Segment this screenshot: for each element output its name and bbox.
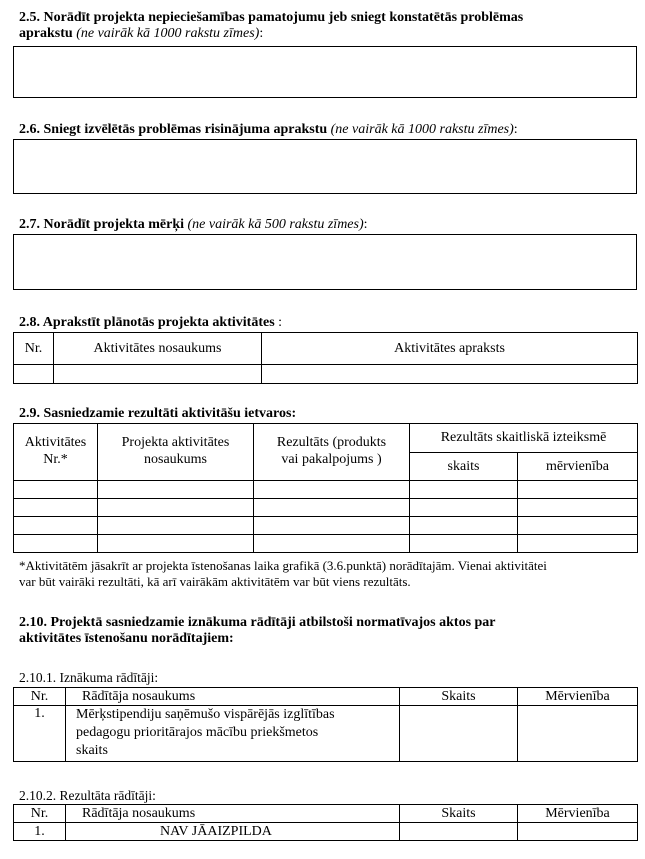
table-row xyxy=(14,365,638,384)
section-2-5-heading xyxy=(19,10,631,42)
section-2-7-hint: (ne vairāk kā 500 rakstu zīmes) xyxy=(187,217,364,232)
section-2-8-heading xyxy=(19,315,631,331)
results-table xyxy=(13,423,638,553)
results-col-name xyxy=(98,424,254,481)
result-col-count: Skaits xyxy=(400,805,518,823)
output-row-name-line2: pedagogu prioritārajos mācību priekšmetos xyxy=(76,725,319,740)
results-cell[interactable] xyxy=(410,481,518,499)
results-cell[interactable] xyxy=(254,481,410,499)
results-col-name-line2: nosaukums xyxy=(144,452,207,467)
section-2-7-colon: : xyxy=(363,217,368,232)
results-col-name-line1: Projekta aktivitātes xyxy=(121,435,230,450)
results-cell[interactable] xyxy=(254,499,410,517)
results-cell[interactable] xyxy=(98,481,254,499)
output-col-nr: Nr. xyxy=(14,688,66,706)
activities-col-name: Aktivitātes nosaukums xyxy=(54,333,262,365)
output-row-name-line1: Mērķstipendiju saņēmušo vispārējās izglītības xyxy=(76,707,335,722)
results-cell[interactable] xyxy=(410,535,518,553)
output-row-name-line3: skaits xyxy=(76,743,108,758)
results-cell[interactable] xyxy=(14,517,98,535)
results-col-activity xyxy=(14,424,98,481)
results-footnote xyxy=(19,558,635,590)
result-col-unit: Mērvienība xyxy=(518,805,638,823)
activities-col-desc: Aktivitātes apraksts xyxy=(262,333,638,365)
section-2-7-textbox[interactable] xyxy=(13,234,637,290)
result-row-count[interactable] xyxy=(400,823,518,841)
section-2-6-textbox[interactable] xyxy=(13,139,637,194)
results-cell[interactable] xyxy=(518,517,638,535)
results-cell[interactable] xyxy=(254,535,410,553)
results-col-numeric: Rezultāts skaitliskā izteiksmē xyxy=(410,424,638,453)
table-row xyxy=(14,535,638,553)
section-2-6-title: 2.6. Sniegt izvēlētās problēmas risinājuma aprakstu xyxy=(19,122,328,137)
activities-cell-desc[interactable] xyxy=(262,365,638,384)
activities-cell-nr[interactable] xyxy=(14,365,54,384)
section-2-10-title-line2: aktivitātes īstenošanu norādītajiem: xyxy=(19,631,234,646)
output-row-unit[interactable] xyxy=(518,706,638,762)
results-col-unit: mērvienība xyxy=(518,453,638,481)
output-col-name-text: Rādītāja nosaukums xyxy=(82,688,196,704)
results-cell[interactable] xyxy=(98,535,254,553)
output-row-name xyxy=(66,706,400,762)
section-2-10-2-title: 2.10.2. Rezultāta rādītāji: xyxy=(19,788,156,803)
results-cell[interactable] xyxy=(98,517,254,535)
activities-col-nr: Nr. xyxy=(14,333,54,365)
result-indicators-table xyxy=(13,804,638,841)
results-cell[interactable] xyxy=(14,499,98,517)
results-col-result-line1: Rezultāts (produkts xyxy=(276,435,387,450)
results-cell[interactable] xyxy=(518,481,638,499)
results-col-count: skaits xyxy=(410,453,518,481)
output-row-nr: 1. xyxy=(14,706,66,762)
results-cell[interactable] xyxy=(98,499,254,517)
table-row xyxy=(14,823,638,841)
output-col-count: Skaits xyxy=(400,688,518,706)
section-2-10-title-line1: 2.10. Projektā sasniedzamie iznākuma rādītāji atbilstoši normatīvajos aktos par xyxy=(19,615,496,630)
results-cell[interactable] xyxy=(410,517,518,535)
results-cell[interactable] xyxy=(410,499,518,517)
section-2-5-textbox[interactable] xyxy=(13,46,637,98)
table-row xyxy=(14,517,638,535)
table-row xyxy=(14,499,638,517)
results-cell[interactable] xyxy=(518,499,638,517)
output-col-name xyxy=(66,688,400,706)
section-2-7-heading xyxy=(19,217,631,233)
results-col-activity-line1: Aktivitātes xyxy=(24,435,87,450)
result-row-nr: 1. xyxy=(14,823,66,841)
section-2-7-title: 2.7. Norādīt projekta mērķi xyxy=(19,217,184,232)
result-row-name: NAV JĀAIZPILDA xyxy=(66,823,400,841)
results-cell[interactable] xyxy=(14,535,98,553)
section-2-6-colon: : xyxy=(513,122,518,137)
section-2-5-colon: : xyxy=(259,26,264,41)
result-row-unit[interactable] xyxy=(518,823,638,841)
section-2-8-title: 2.8. Aprakstīt plānotās projekta aktivitātes xyxy=(19,315,275,330)
output-indicators-table xyxy=(13,687,638,762)
table-row xyxy=(14,481,638,499)
results-cell[interactable] xyxy=(254,517,410,535)
section-2-9-heading xyxy=(19,406,631,422)
result-col-nr: Nr. xyxy=(14,805,66,823)
results-cell[interactable] xyxy=(518,535,638,553)
results-cell[interactable] xyxy=(14,481,98,499)
activities-table xyxy=(13,332,638,384)
results-col-result-line2: vai pakalpojums ) xyxy=(281,452,382,467)
section-2-10-heading xyxy=(19,615,629,647)
section-2-10-1-title: 2.10.1. Iznākuma rādītāji: xyxy=(19,670,159,685)
activities-cell-name[interactable] xyxy=(54,365,262,384)
table-row xyxy=(14,706,638,762)
section-2-6-heading xyxy=(19,122,631,138)
results-footnote-line1: *Aktivitātēm jāsakrīt ar projekta īstenošanas laika grafikā (3.6.punktā) norādītajām. Vienai aktivitātei xyxy=(19,558,547,573)
section-2-8-colon: : xyxy=(274,315,283,330)
results-col-activity-line2: Nr.* xyxy=(43,452,68,467)
results-footnote-line2: var būt vairāki rezultāti, kā arī vairākām aktivitātēm var būt viens rezultāts. xyxy=(19,574,411,589)
result-col-name: Rādītāja nosaukums xyxy=(66,805,400,823)
section-2-5-hint: (ne vairāk kā 1000 rakstu zīmes) xyxy=(76,26,260,41)
section-2-9-title: 2.9. Sasniedzamie rezultāti aktivitāšu ietvaros: xyxy=(19,406,297,421)
output-row-count[interactable] xyxy=(400,706,518,762)
section-2-5-title-cont: aprakstu xyxy=(19,26,73,41)
section-2-6-hint: (ne vairāk kā 1000 rakstu zīmes) xyxy=(330,122,514,137)
section-2-5-title: 2.5. Norādīt projekta nepieciešamības pamatojumu jeb sniegt konstatētās problēmas xyxy=(19,10,524,25)
output-col-unit: Mērvienība xyxy=(518,688,638,706)
results-col-result xyxy=(254,424,410,481)
